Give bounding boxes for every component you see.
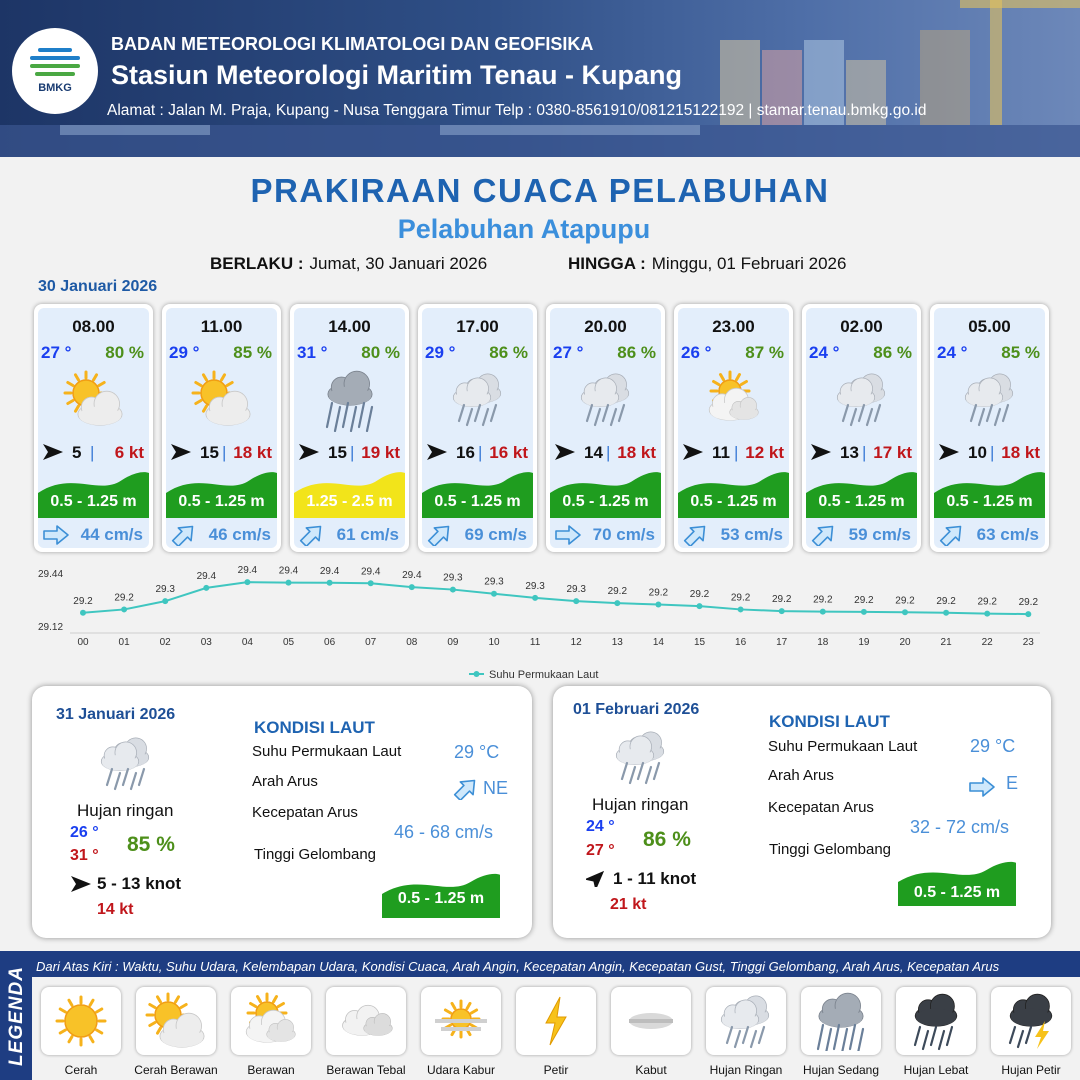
hourly-card: [162, 304, 281, 552]
sst-point: [738, 606, 744, 612]
kabut-icon: [611, 987, 691, 1055]
air-temperature: 24 °: [809, 343, 840, 362]
hourly-card: [930, 304, 1049, 552]
wave-height: 0.5 - 1.25 m: [946, 493, 1033, 510]
sst-point: [121, 606, 127, 612]
daily-gust: 14 kt: [97, 901, 134, 918]
wind-speed: 14: [584, 443, 603, 462]
current-speed-label: Kecepatan Arus: [768, 799, 874, 816]
sst-point: [491, 591, 497, 597]
legend-item-label: Udara Kabur: [426, 1063, 496, 1077]
sst-data-label: 29.2: [648, 587, 669, 599]
current-speed: 59 cm/s: [848, 525, 911, 544]
wave-height-label: Tinggi Gelombang: [769, 841, 892, 858]
legend-item-label: Petir: [543, 1063, 569, 1077]
hourly-card-body: [422, 308, 533, 548]
wind-speed: 15: [200, 443, 219, 462]
org-name: BADAN METEOROLOGI KLIMATOLOGI DAN GEOFISIKA: [111, 34, 594, 54]
hujan-sedang-icon: [801, 987, 881, 1055]
sst-data-label: 29.4: [237, 565, 258, 577]
legend-item: [134, 987, 218, 1077]
sst-point: [820, 609, 826, 615]
sst-point: [902, 609, 908, 615]
sst-data-label: 29.4: [402, 570, 422, 582]
sst-point: [80, 610, 86, 616]
gust-speed: 17 kt: [873, 443, 912, 462]
legend: [0, 951, 1080, 1080]
logo-text: BMKG: [38, 82, 72, 94]
sst-point: [286, 580, 292, 586]
humidity: 87 %: [745, 343, 784, 362]
sst-value: 29 °C: [454, 742, 500, 762]
day-label: 30 Januari 2026: [38, 278, 158, 295]
wave-height: 0.5 - 1.25 m: [818, 493, 905, 510]
legend-item: [516, 987, 596, 1077]
sst-data-label: 29.2: [689, 589, 710, 601]
current-speed: 44 cm/s: [80, 525, 143, 544]
legend-item: [801, 987, 881, 1077]
hujan-ringan-icon: [605, 722, 677, 792]
station-name: Stasiun Meteorologi Maritim Tenau - Kupang: [111, 60, 683, 90]
sea-condition-title: KONDISI LAUT: [254, 718, 375, 737]
current-direction-label: Arah Arus: [768, 767, 834, 784]
sst-data-label: 29.4: [196, 570, 217, 582]
sst-point: [943, 610, 949, 616]
wind-direction-icon: [938, 443, 958, 459]
sst-data-label: 29.2: [977, 596, 997, 608]
daily-wind: 5 - 13 knot: [97, 874, 182, 893]
sst-point: [327, 580, 333, 586]
legend-item-label: Kabut: [635, 1063, 667, 1077]
x-tick-label: 04: [241, 637, 253, 648]
max-temperature: 31 °: [70, 847, 99, 864]
legend-item: [326, 987, 406, 1077]
hujan-sedang-icon: [314, 366, 386, 432]
x-tick-label: 18: [817, 637, 829, 648]
sst-line: [83, 582, 1028, 614]
cerah-icon: [41, 987, 121, 1055]
humidity: 85 %: [233, 343, 272, 362]
sst-point: [244, 579, 250, 585]
x-tick-label: 08: [406, 637, 418, 648]
wind-direction-icon: [42, 443, 62, 459]
humidity: 86 %: [617, 343, 656, 362]
gust-speed: 19 kt: [361, 443, 400, 462]
air-temperature: 31 °: [297, 343, 328, 362]
x-tick-label: 22: [981, 637, 993, 648]
valid-to-value: Minggu, 01 Februari 2026: [651, 254, 847, 273]
humidity: 85 %: [1001, 343, 1040, 362]
legend-item: [41, 987, 121, 1077]
current-direction-icon: [810, 524, 836, 544]
wind-separator: |: [478, 443, 483, 462]
legend-item-label: Hujan Sedang: [802, 1063, 880, 1077]
current-speed-value: 46 - 68 cm/s: [394, 822, 494, 842]
wave-height: 0.5 - 1.25 m: [562, 493, 649, 510]
forecast-time: 05.00: [968, 317, 1011, 336]
wind-separator: |: [90, 443, 95, 462]
x-tick-label: 16: [735, 637, 747, 648]
x-tick-label: 02: [159, 637, 171, 648]
hujan-ringan-icon: [442, 366, 514, 432]
cerah-berawan-icon: [136, 987, 216, 1055]
chart-legend-label: Suhu Permukaan Laut: [489, 669, 599, 681]
x-tick-label: 11: [529, 637, 541, 648]
legend-item: [421, 987, 501, 1077]
sst-data-label: 29.2: [607, 586, 628, 598]
sst-point: [614, 600, 620, 606]
air-temperature: 26 °: [681, 343, 712, 362]
valid-from-label: BERLAKU :: [210, 254, 304, 273]
hujan-ringan-icon: [570, 366, 642, 432]
hourly-card-body: [166, 308, 277, 548]
air-temperature: 27 °: [41, 343, 72, 362]
sst-point: [450, 587, 456, 593]
sst-data-label: 29.3: [155, 584, 175, 596]
sst-data-label: 29.2: [854, 594, 874, 606]
petir-icon: [516, 987, 596, 1055]
current-direction-label: Arah Arus: [252, 773, 318, 790]
current-direction-value: E: [1006, 773, 1019, 793]
wind-direction-icon: [170, 443, 190, 459]
port-name: Pelabuhan Atapupu: [397, 214, 651, 244]
legend-item-label: Cerah Berawan: [134, 1063, 218, 1077]
min-temperature: 26 °: [70, 824, 99, 841]
hourly-card-body: [806, 308, 917, 548]
current-direction-value: NE: [483, 778, 509, 798]
wind-separator: |: [734, 443, 739, 462]
valid-to-label: HINGGA :: [568, 254, 646, 273]
sst-point: [984, 611, 990, 617]
x-tick-label: 09: [447, 637, 459, 648]
valid-to: [568, 254, 846, 274]
wind-speed: 11: [712, 443, 730, 462]
x-tick-label: 13: [611, 637, 623, 648]
sst-point: [779, 608, 785, 614]
humidity: 80 %: [361, 343, 400, 362]
wave-height-label: Tinggi Gelombang: [254, 846, 377, 863]
y-max-label: 29.44: [38, 569, 64, 580]
x-tick-label: 15: [693, 637, 706, 648]
x-tick-label: 19: [858, 637, 870, 648]
sst-point: [573, 598, 579, 604]
x-tick-label: 07: [365, 637, 377, 648]
sst-data-label: 29.2: [1018, 597, 1039, 609]
air-temperature: 27 °: [553, 343, 584, 362]
wave-height-value: 0.5 - 1.25 m: [913, 884, 1001, 901]
wind-separator: |: [990, 443, 995, 462]
legend-item: [991, 987, 1071, 1077]
wind-separator: |: [350, 443, 355, 462]
wind-direction-icon: [682, 443, 702, 459]
wave-height-value: 0.5 - 1.25 m: [397, 890, 485, 907]
legend-item-label: Hujan Lebat: [903, 1063, 969, 1077]
current-direction-icon: [968, 776, 994, 796]
sst-label: Suhu Permukaan Laut: [252, 743, 402, 760]
gust-speed: 18 kt: [233, 443, 272, 462]
wind-direction-icon: [810, 443, 830, 459]
humidity: 80 %: [105, 343, 144, 362]
wind-separator: |: [222, 443, 227, 462]
sst-data-label: 29.2: [895, 595, 915, 607]
legend-item-label: Hujan Petir: [1001, 1063, 1061, 1077]
hourly-card: [546, 304, 665, 552]
current-direction-icon: [452, 778, 478, 798]
daily-gust: 21 kt: [610, 896, 647, 913]
wind-speed: 10: [968, 443, 987, 462]
daily-date: 01 Februari 2026: [573, 701, 700, 718]
wind-direction-icon: [554, 443, 574, 459]
daily-humidity: 85 %: [127, 833, 175, 856]
sst-point: [368, 580, 374, 586]
legend-item: [611, 987, 691, 1077]
humidity: 86 %: [489, 343, 528, 362]
sst-data-label: 29.2: [73, 595, 93, 607]
legend-item-label: Hujan Ringan: [709, 1063, 783, 1077]
forecast-time: 17.00: [456, 317, 499, 336]
sst-label: Suhu Permukaan Laut: [768, 738, 918, 755]
berawan-icon: [231, 987, 311, 1055]
gust-speed: 18 kt: [617, 443, 656, 462]
sst-data-label: 29.2: [813, 594, 833, 606]
hujan-petir-icon: [991, 987, 1071, 1055]
x-tick-label: 05: [282, 637, 295, 648]
current-speed: 70 cm/s: [592, 525, 655, 544]
current-direction-icon: [554, 524, 580, 544]
hujan-ringan-icon: [954, 366, 1026, 432]
legend-item-label: Berawan Tebal: [326, 1063, 406, 1077]
gust-speed: 12 kt: [745, 443, 784, 462]
daily-wind: 1 - 11 knot: [613, 869, 697, 888]
sst-data-label: 29.2: [114, 592, 134, 604]
hourly-card: [290, 304, 409, 552]
forecast-time: 14.00: [328, 317, 371, 336]
current-direction-icon: [42, 524, 68, 544]
wave-height: 1.25 - 2.5 m: [306, 493, 393, 510]
x-tick-label: 10: [488, 637, 500, 648]
sst-data-label: 29.2: [936, 595, 956, 607]
berawan-icon: [698, 366, 770, 432]
x-tick-label: 17: [776, 637, 788, 648]
wind-speed: 15: [328, 443, 347, 462]
legend-item: [896, 987, 976, 1077]
legend-item-label: Cerah: [64, 1063, 98, 1077]
current-speed-label: Kecepatan Arus: [252, 804, 358, 821]
sst-data-label: 29.3: [484, 576, 504, 588]
air-temperature: 29 °: [425, 343, 456, 362]
min-temperature: 24 °: [586, 818, 615, 835]
forecast-time: 11.00: [200, 317, 243, 336]
cerah-berawan-icon: [186, 366, 258, 432]
sst-data-label: 29.3: [443, 572, 463, 584]
forecast-time: 23.00: [712, 317, 755, 336]
x-tick-label: 00: [77, 637, 89, 648]
current-direction-icon: [170, 524, 196, 544]
daily-date: 31 Januari 2026: [56, 706, 176, 723]
sst-data-label: 29.4: [278, 565, 299, 577]
wind-direction-icon: [586, 869, 606, 885]
sst-point: [861, 609, 867, 615]
hujan-lebat-icon: [896, 987, 976, 1055]
wave-height: 0.5 - 1.25 m: [50, 493, 137, 510]
x-tick-label: 12: [570, 637, 582, 648]
legend-title: LEGENDA: [6, 965, 27, 1066]
wind-separator: |: [606, 443, 611, 462]
current-speed: 69 cm/s: [464, 525, 527, 544]
x-tick-label: 01: [118, 637, 130, 648]
sst-chart: [0, 560, 1080, 685]
current-speed: 46 cm/s: [208, 525, 271, 544]
forecast-time: 08.00: [72, 317, 115, 336]
hujan-ringan-icon: [706, 987, 786, 1055]
wind-speed: 16: [456, 443, 475, 462]
wave-height: 0.5 - 1.25 m: [690, 493, 777, 510]
x-tick-label: 06: [324, 637, 336, 648]
sst-point: [162, 598, 168, 604]
sst-data-label: 29.4: [360, 566, 381, 578]
bmkg-logo: [12, 28, 98, 114]
current-speed: 53 cm/s: [720, 525, 783, 544]
hourly-card-body: [294, 308, 405, 548]
current-direction-icon: [938, 524, 964, 544]
legend-items: [32, 977, 1080, 1080]
header-banner: [0, 0, 1080, 157]
sst-data-label: 29.2: [730, 592, 751, 604]
daily-humidity: 86 %: [643, 828, 691, 851]
wind-speed: 5: [72, 443, 82, 462]
sst-point: [655, 601, 661, 607]
legend-item: [231, 987, 311, 1077]
sst-data-label: 29.3: [525, 580, 545, 592]
x-tick-label: 21: [940, 637, 952, 648]
x-tick-label: 14: [652, 637, 664, 648]
weather-description: Hujan ringan: [77, 801, 174, 820]
wind-separator: |: [862, 443, 867, 462]
sst-value: 29 °C: [970, 736, 1016, 756]
wind-direction-icon: [298, 443, 318, 459]
legend-description: Dari Atas Kiri : Waktu, Suhu Udara, Kelembapan Udara, Kondisi Cuaca, Arah Angin, Kecepatan Angin, Kecepatan Gust, Tinggi Gelombang, Arah Arus, Kecepatan Arus: [36, 959, 1000, 974]
hujan-ringan-icon: [90, 728, 162, 798]
sst-data-label: 29.4: [319, 565, 340, 577]
sst-point: [1025, 611, 1031, 617]
page-title: PRAKIRAAN CUACA PELABUHAN: [250, 172, 830, 209]
air-temperature: 29 °: [169, 343, 200, 362]
humidity: 86 %: [873, 343, 912, 362]
current-direction-icon: [298, 524, 324, 544]
daily-panel: [32, 686, 532, 938]
wind-direction-icon: [70, 875, 90, 891]
current-speed-value: 32 - 72 cm/s: [910, 817, 1010, 837]
sst-data-label: 29.2: [771, 594, 792, 606]
legend-marker: [474, 671, 480, 677]
forecast-time: 02.00: [840, 317, 883, 336]
sst-data-label: 29.3: [566, 584, 586, 596]
hourly-card: [34, 304, 153, 552]
x-tick-label: 03: [200, 637, 212, 648]
sst-point: [409, 584, 415, 590]
wind-direction-icon: [426, 443, 446, 459]
hujan-ringan-icon: [826, 366, 898, 432]
sst-point: [203, 585, 209, 591]
station-address: Alamat : Jalan M. Praja, Kupang - Nusa Tenggara Timur Telp : 0380-8561910/081215122192 | stamar.tenau.bmkg.go.id: [107, 102, 927, 119]
current-direction-icon: [426, 524, 452, 544]
forecast-time: 20.00: [584, 317, 627, 336]
valid-from-value: Jumat, 30 Januari 2026: [309, 254, 488, 273]
hourly-card: [674, 304, 793, 552]
hourly-card: [418, 304, 537, 552]
wave-height: 0.5 - 1.25 m: [434, 493, 521, 510]
hourly-card-body: [550, 308, 661, 548]
current-speed: 63 cm/s: [976, 525, 1039, 544]
wave-height: 0.5 - 1.25 m: [178, 493, 265, 510]
weather-description: Hujan ringan: [592, 795, 689, 814]
sst-point: [532, 595, 538, 601]
air-temperature: 24 °: [937, 343, 968, 362]
gust-speed: 6 kt: [114, 443, 144, 462]
current-direction-icon: [682, 524, 708, 544]
hourly-card-body: [934, 308, 1045, 548]
hourly-card-body: [678, 308, 789, 548]
sst-point: [697, 603, 703, 609]
legend-item: [706, 987, 786, 1077]
valid-from: [210, 254, 487, 274]
hourly-card-body: [38, 308, 149, 548]
legend-item-label: Berawan: [247, 1063, 295, 1077]
sea-condition-title: KONDISI LAUT: [769, 712, 890, 731]
hourly-card: [802, 304, 921, 552]
gust-speed: 16 kt: [489, 443, 528, 462]
max-temperature: 27 °: [586, 842, 615, 859]
cerah-berawan-icon: [58, 366, 130, 432]
y-min-label: 29.12: [38, 622, 64, 633]
daily-panel: [553, 686, 1051, 938]
udara-kabur-icon: [421, 987, 501, 1055]
berawan-tebal-icon: [326, 987, 406, 1055]
gust-speed: 18 kt: [1001, 443, 1040, 462]
current-speed: 61 cm/s: [336, 525, 399, 544]
x-tick-label: 20: [899, 637, 911, 648]
x-tick-label: 23: [1022, 637, 1034, 648]
wind-speed: 13: [840, 443, 859, 462]
